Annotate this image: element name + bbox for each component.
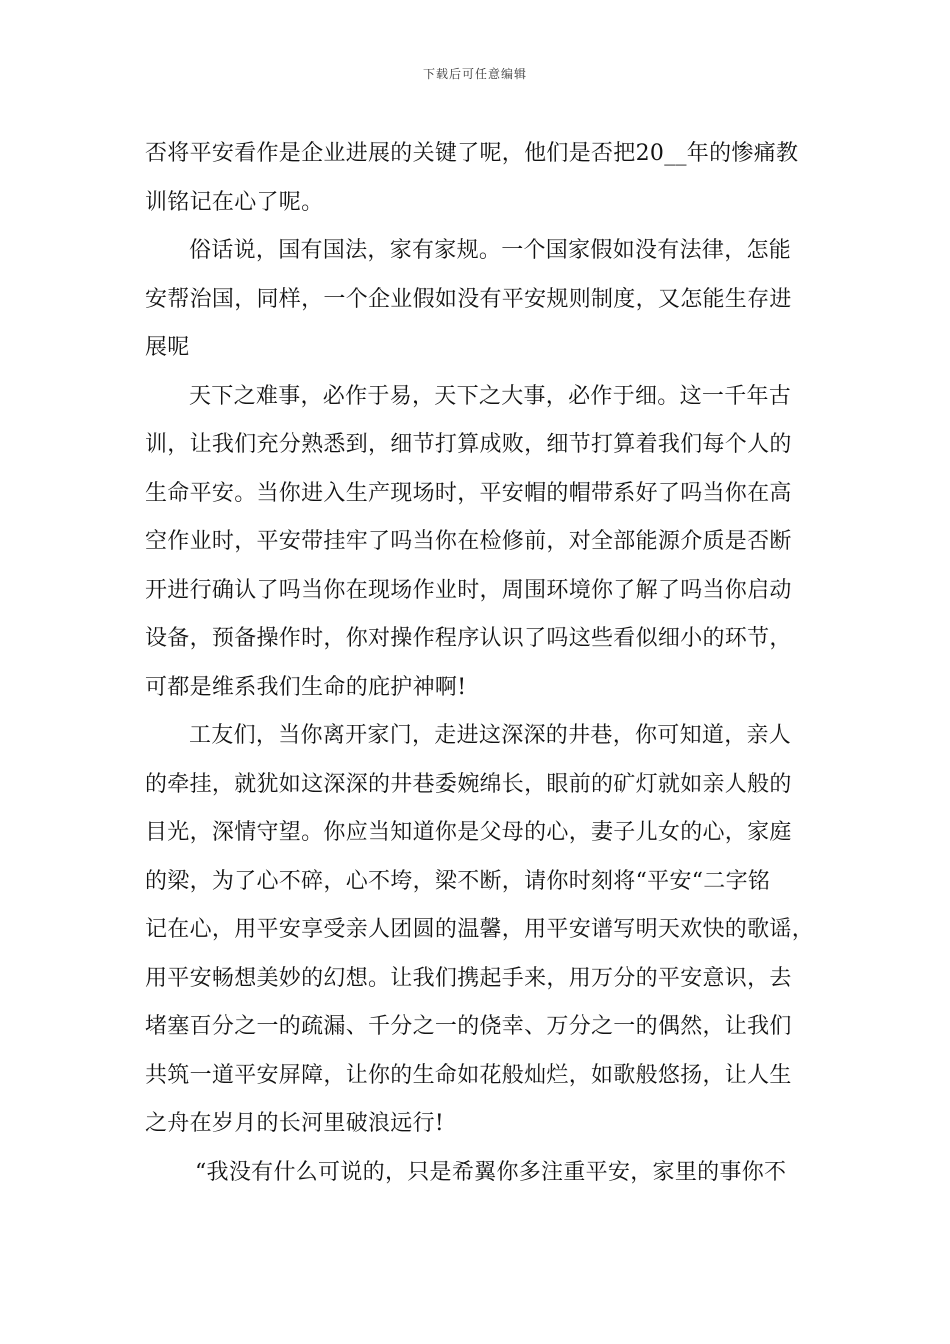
- text-line: 训，让我们充分熟悉到，细节打算成败，细节打算着我们每个人的: [145, 432, 792, 457]
- text-line: 展呢: [145, 335, 190, 360]
- text-line: 的牵挂，就犹如这深深的井巷委婉绵长，眼前的矿灯就如亲人般的: [145, 771, 792, 797]
- text-line: 训铭记在心了呢。: [145, 189, 324, 215]
- page-header: 下载后可任意编辑: [422, 67, 527, 81]
- text-line: 用平安畅想美妙的幻想。让我们携起手来，用万分的平安意识，去: [145, 965, 792, 991]
- text-line: 堵塞百分之一的疏漏、千分之一的侥幸、万分之一的偶然，让我们: [145, 1014, 792, 1039]
- text-line: 共筑一道平安屏障，让你的生命如花般灿烂，如歌般悠扬，让人生: [145, 1062, 792, 1088]
- text-line: 开进行确认了吗当你在现场作业时，周围环境你了解了吗当你启动: [145, 577, 792, 603]
- text-line: 设备，预备操作时，你对操作程序认识了吗这些看似细小的环节，: [145, 626, 792, 651]
- text-line: 安帮治国，同样，一个企业假如没有平安规则制度，又怎能生存进: [145, 286, 792, 312]
- paragraph-start-line: 工友们，当你离开家门，走进这深深的井巷，你可知道，亲人: [189, 723, 792, 748]
- text-line: 生命平安。当你进入生产现场时，平安帽的帽带系好了吗当你在高: [145, 480, 792, 506]
- paragraph-start-line: “我没有什么可说的，只是希翼你多注重平安，家里的事你不: [195, 1159, 787, 1185]
- text-line: 否将平安看作是企业进展的关键了呢，他们是否把20__年的惨痛教: [145, 141, 799, 166]
- text-line: 的梁，为了心不碎，心不垮，梁不断，请你时刻将“平安“二字铭: [145, 868, 771, 894]
- paragraph-start-line: 天下之难事，必作于易，天下之大事，必作于细。这一千年古: [189, 383, 792, 409]
- body-text: [145, 130, 815, 1197]
- paragraph-start-line: 俗话说，国有国法，家有家规。一个国家假如没有法律，怎能: [189, 238, 792, 263]
- text-line: 之舟在岁月的长河里破浪远行!: [145, 1111, 445, 1136]
- text-line: 可都是维系我们生命的庇护神啊!: [145, 674, 467, 700]
- text-line: 目光，深情守望。你应当知道你是父母的心，妻子儿女的心，家庭: [145, 820, 792, 845]
- text-line: 空作业时，平安带挂牢了吗当你在检修前，对全部能源介质是否断: [145, 529, 792, 554]
- text-line: 记在心，用平安享受亲人团圆的温馨，用平安谱写明天欢快的歌谣，: [145, 917, 815, 942]
